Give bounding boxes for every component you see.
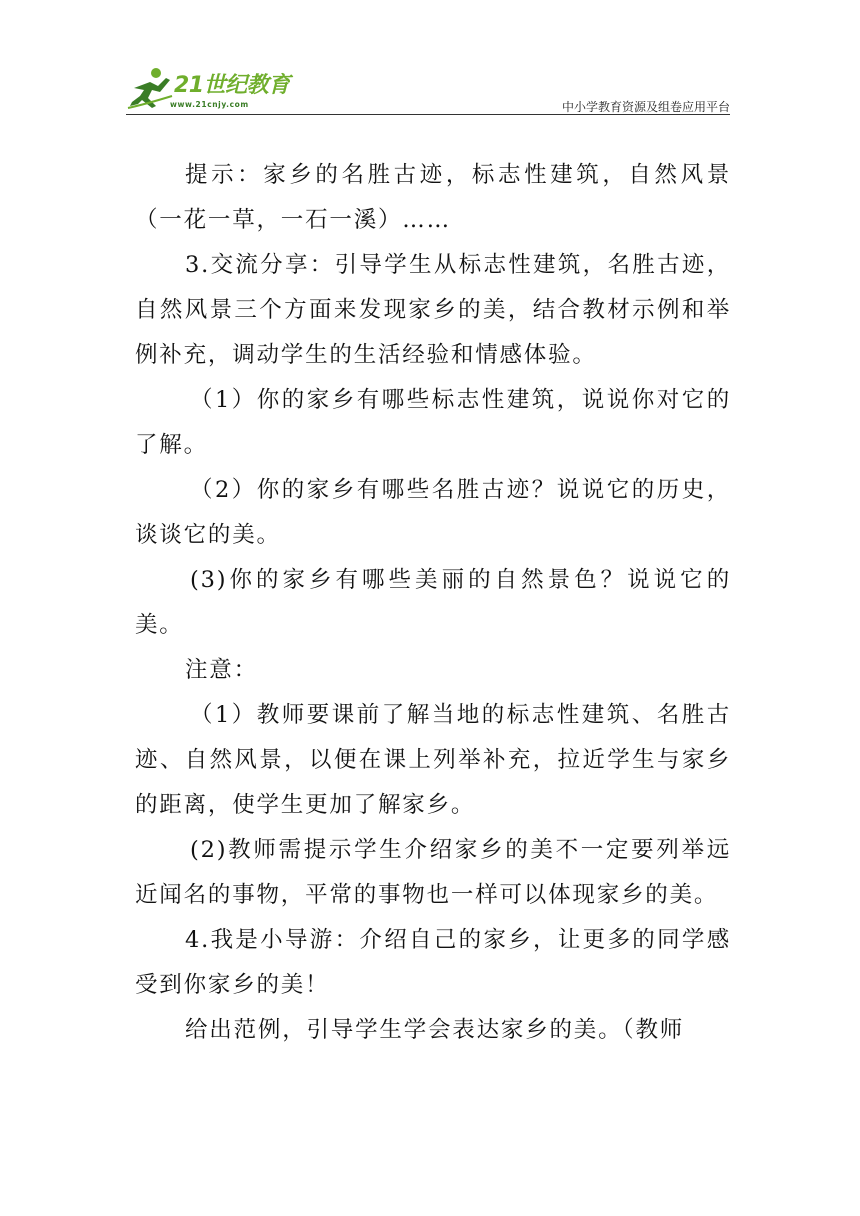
logo <box>126 62 306 118</box>
paragraph-question-3: (3)你的家乡有哪些美丽的自然景色？说说它的美。 <box>135 567 731 638</box>
paragraph-step-4: 4.我是小导游：介绍自己的家乡，让更多的同学感受到你家乡的美！ <box>135 927 731 998</box>
runner-logo-icon <box>126 66 174 110</box>
paragraph-note-2: (2)教师需提示学生介绍家乡的美不一定要列举远近闻名的事物，平常的事物也一样可以体现家乡的美。 <box>135 837 731 908</box>
header-tagline: 中小学教育资源及组卷应用平台 <box>561 100 730 114</box>
header-divider <box>126 114 730 115</box>
paragraph-note-heading: 注意： <box>185 657 258 683</box>
paragraph-note-1: （1）教师要课前了解当地的标志性建筑、名胜古迹、自然风景，以便在课上列举补充，拉近学生与家乡的距离，使学生更加了解家乡。 <box>135 702 731 818</box>
paragraph-question-2: （2）你的家乡有哪些名胜古迹？说说它的历史，谈谈它的美。 <box>135 477 731 548</box>
logo-url: www.21cnjy.com <box>170 100 249 109</box>
logo-text: 21世纪教育 <box>174 73 290 98</box>
paragraph-step-3: 3.交流分享：引导学生从标志性建筑，名胜古迹，自然风景三个方面来发现家乡的美，结合教材示例和举例补充，调动学生的生活经验和情感体验。 <box>135 252 731 368</box>
paragraph-question-1: （1）你的家乡有哪些标志性建筑，说说你对它的了解。 <box>135 387 731 458</box>
document-body <box>135 153 731 1053</box>
paragraph-hint: 提示：家乡的名胜古迹，标志性建筑，自然风景（一花一草，一石一溪）…… <box>135 162 731 233</box>
page-header <box>126 62 730 118</box>
paragraph-example: 给出范例，引导学生学会表达家乡的美。（教师 <box>185 1017 685 1043</box>
